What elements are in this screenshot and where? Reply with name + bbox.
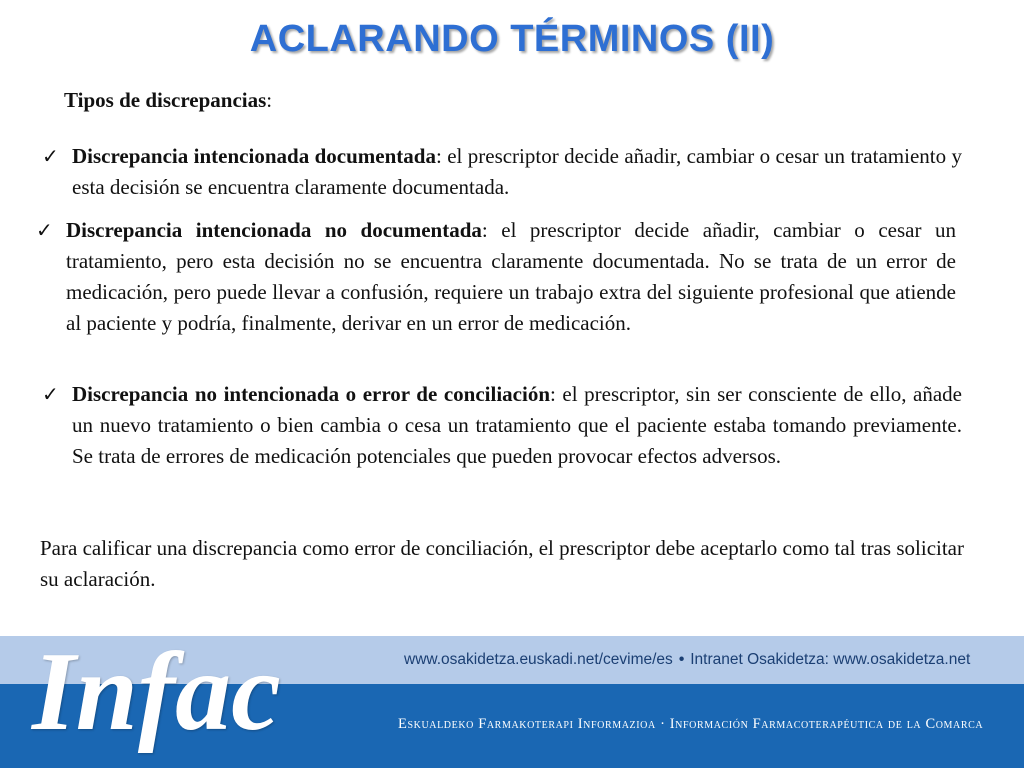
subtitle-label: Tipos de discrepancias — [64, 88, 267, 112]
subtitle-colon: : — [266, 88, 273, 112]
closing-paragraph: Para calificar una discrepancia como error de conciliación, el prescriptor debe aceptarlo como tal tras solicitar su aclaración. — [40, 536, 964, 591]
url-separator: • — [678, 651, 685, 668]
cevime-url-link[interactable]: www.osakidetza.euskadi.net/cevime/es — [404, 651, 673, 668]
discrepancy-item-documented — [42, 141, 962, 203]
discrepancy-item-undocumented — [36, 215, 956, 339]
checkmark-icon: ✓ — [36, 218, 53, 242]
item-description: : el prescriptor, sin ser consciente de ello, añade un nuevo tratamiento o bien cambia o cesa un tratamiento que el paciente estaba tomando previamente. Se trata de errores de medicación potenciales que pueden provocar efectos adversos. — [72, 382, 962, 468]
item-term: Discrepancia intencionada documentada — [72, 144, 436, 168]
discrepancy-item-unintentional — [42, 379, 962, 472]
tagline-spanish: Información Farmacoterapéutica de la Comarca — [669, 716, 984, 732]
tagline-separator: · — [660, 716, 666, 732]
subtitle — [64, 86, 272, 114]
footer-links — [404, 651, 970, 669]
item-description: : el prescriptor decide añadir, cambiar o cesar un tratamiento, pero esta decisión no se encuentra claramente documentada. No se trata de un error de medicación, pero puede llevar a confusión, requiere un trabajo extra del siguiente profesional que atiende al paciente y podría, finalmente, derivar en un error de medicación. — [66, 218, 956, 335]
checkmark-icon: ✓ — [42, 382, 59, 406]
item-term: Discrepancia no intencionada o error de conciliación — [72, 382, 551, 406]
slide-title: ACLARANDO TÉRMINOS (II) — [249, 18, 775, 60]
intranet-url-link[interactable]: Intranet Osakidetza: www.osakidetza.net — [690, 651, 971, 668]
tagline-basque: Eskualdeko Farmakoterapi Informazioa — [398, 716, 656, 732]
footer-tagline — [398, 716, 983, 733]
checkmark-icon: ✓ — [42, 144, 59, 168]
item-term: Discrepancia intencionada no documentada — [66, 218, 482, 242]
infac-logo: Infac — [32, 630, 281, 754]
item-description: : el prescriptor decide añadir, cambiar o cesar un tratamiento y esta decisión se encuentra claramente documentada. — [72, 144, 962, 199]
